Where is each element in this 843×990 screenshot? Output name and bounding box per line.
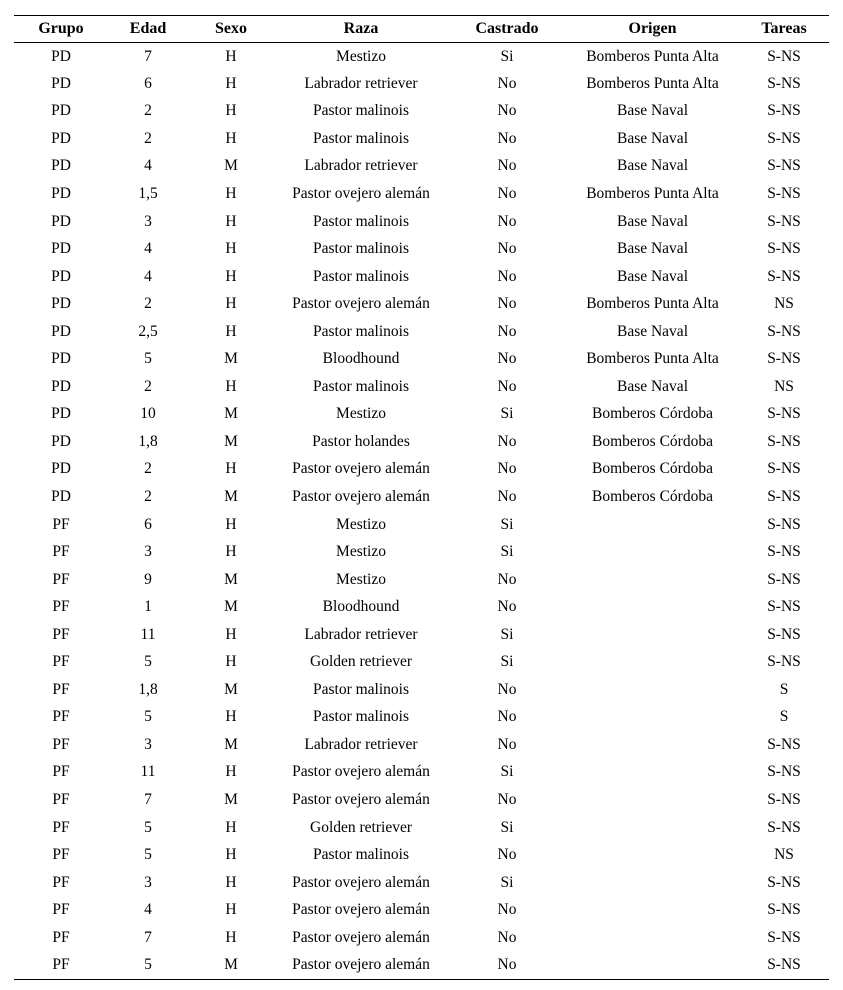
header-row — [14, 16, 829, 43]
cell-raza: Mestizo — [336, 543, 386, 561]
cell-raza: Labrador retriever — [304, 625, 418, 643]
cell-sexo: H — [225, 460, 237, 478]
cell-tareas: S-NS — [767, 625, 801, 643]
cell-tareas: S-NS — [767, 432, 801, 450]
cell-castrado: Si — [500, 763, 514, 781]
cell-tareas: S-NS — [767, 873, 801, 891]
table-row — [14, 759, 829, 787]
cell-castrado: No — [497, 157, 517, 175]
cell-grupo: PF — [52, 680, 70, 698]
table-row — [14, 318, 829, 346]
cell-sexo: H — [225, 901, 237, 919]
cell-tareas: S-NS — [767, 928, 801, 946]
table-row — [14, 263, 829, 291]
cell-edad: 1,5 — [138, 185, 158, 202]
cell-origen — [566, 759, 739, 787]
cell-raza: Mestizo — [336, 47, 386, 65]
cell-sexo: H — [225, 185, 237, 202]
cell-raza: Labrador retriever — [304, 735, 418, 753]
cell-sexo: M — [224, 791, 238, 809]
cell-origen: Bomberos Córdoba — [592, 488, 713, 506]
cell-castrado: Si — [500, 515, 514, 533]
cell-sexo: H — [225, 212, 237, 230]
cell-edad: 7 — [144, 47, 152, 65]
cell-origen — [566, 841, 739, 869]
cell-sexo: M — [224, 350, 238, 368]
cell-sexo: H — [225, 763, 237, 781]
cell-castrado: No — [497, 295, 517, 313]
cell-edad: 6 — [144, 515, 152, 533]
cell-grupo: PF — [52, 598, 70, 616]
cell-grupo: PF — [52, 901, 70, 919]
cell-grupo: PD — [51, 102, 71, 120]
cell-grupo: PD — [51, 240, 71, 258]
cell-castrado: No — [497, 735, 517, 753]
header-sexo: Sexo — [188, 16, 274, 43]
cell-castrado: Si — [500, 873, 514, 891]
cell-tareas: NS — [774, 846, 794, 864]
table-row — [14, 786, 829, 814]
cell-castrado: No — [497, 322, 517, 340]
cell-sexo: H — [225, 543, 237, 561]
header-raza: Raza — [274, 16, 448, 43]
cell-edad: 2,5 — [138, 322, 158, 340]
table-body — [14, 43, 829, 980]
cell-grupo: PD — [51, 129, 71, 147]
table-row — [14, 456, 829, 484]
cell-castrado: No — [497, 377, 517, 395]
cell-origen — [566, 731, 739, 759]
cell-tareas: S-NS — [767, 570, 801, 588]
cell-origen — [566, 786, 739, 814]
cell-raza: Golden retriever — [310, 818, 412, 836]
table-row — [14, 841, 829, 869]
cell-sexo: M — [188, 952, 274, 980]
cell-tareas: S-NS — [767, 818, 801, 836]
cell-raza: Pastor ovejero alemán — [292, 295, 430, 313]
cell-origen — [566, 952, 739, 980]
cell-raza: Pastor ovejero alemán — [292, 873, 430, 891]
table-row — [14, 235, 829, 263]
cell-edad: 9 — [144, 570, 152, 588]
cell-grupo: PD — [51, 267, 71, 285]
table-row — [14, 373, 829, 401]
cell-raza: Pastor ovejero alemán — [292, 460, 430, 478]
table-row — [14, 566, 829, 594]
cell-origen — [566, 896, 739, 924]
cell-sexo: H — [225, 818, 237, 836]
cell-sexo: H — [225, 47, 237, 65]
table-row — [14, 43, 829, 71]
cell-tareas: S-NS — [767, 901, 801, 919]
table-row — [14, 869, 829, 897]
cell-edad: 2 — [144, 377, 152, 395]
cell-raza: Mestizo — [336, 405, 386, 423]
cell-tareas: S-NS — [767, 322, 801, 340]
cell-grupo: PF — [52, 763, 70, 781]
cell-origen: Bomberos Córdoba — [592, 405, 713, 423]
cell-raza: Pastor ovejero alemán — [292, 901, 430, 919]
cell-castrado: No — [497, 350, 517, 368]
cell-origen — [566, 676, 739, 704]
cell-edad: 1 — [144, 598, 152, 616]
table-row — [14, 676, 829, 704]
cell-castrado: No — [448, 952, 566, 980]
cell-tareas: NS — [774, 377, 794, 395]
cell-sexo: M — [224, 735, 238, 753]
cell-grupo: PF — [14, 952, 108, 980]
cell-tareas: S-NS — [767, 735, 801, 753]
cell-origen — [566, 593, 739, 621]
cell-origen: Bomberos Punta Alta — [586, 74, 719, 92]
cell-edad: 2 — [144, 129, 152, 147]
cell-origen: Base Naval — [616, 322, 688, 340]
cell-castrado: No — [497, 791, 517, 809]
table-row — [14, 731, 829, 759]
cell-sexo: H — [225, 102, 237, 120]
cell-edad: 5 — [144, 846, 152, 864]
cell-sexo: H — [225, 377, 237, 395]
table-row — [14, 704, 829, 732]
cell-tareas: S-NS — [767, 460, 801, 478]
cell-edad: 2 — [144, 460, 152, 478]
cell-castrado: Si — [500, 653, 514, 671]
header-tareas: Tareas — [739, 16, 829, 43]
table-row — [14, 814, 829, 842]
cell-origen: Bomberos Córdoba — [592, 460, 713, 478]
cell-raza: Mestizo — [336, 570, 386, 588]
table-row — [14, 153, 829, 181]
cell-castrado: No — [497, 846, 517, 864]
cell-castrado: Si — [500, 47, 514, 65]
cell-tareas: S-NS — [767, 405, 801, 423]
cell-tareas: S-NS — [767, 653, 801, 671]
cell-edad: 5 — [144, 708, 152, 726]
cell-castrado: No — [497, 267, 517, 285]
table-header — [14, 16, 829, 43]
cell-grupo: PD — [51, 405, 71, 423]
cell-origen: Base Naval — [616, 240, 688, 258]
cell-castrado: No — [497, 708, 517, 726]
cell-castrado: No — [497, 901, 517, 919]
cell-raza: Pastor ovejero alemán — [292, 928, 430, 946]
cell-tareas: S-NS — [739, 952, 829, 980]
cell-origen: Bomberos Punta Alta — [586, 350, 719, 368]
cell-raza: Pastor malinois — [312, 708, 409, 726]
cell-edad: 5 — [144, 350, 152, 368]
cell-tareas: S-NS — [767, 267, 801, 285]
cell-tareas: S-NS — [767, 350, 801, 368]
cell-grupo: PF — [52, 570, 70, 588]
cell-raza: Pastor malinois — [312, 267, 409, 285]
cell-sexo: H — [225, 846, 237, 864]
cell-tareas: S — [779, 680, 789, 698]
cell-raza: Pastor ovejero alemán — [292, 791, 430, 809]
cell-castrado: No — [497, 598, 517, 616]
cell-edad: 7 — [144, 791, 152, 809]
cell-raza: Pastor malinois — [312, 322, 409, 340]
cell-edad: 5 — [144, 818, 152, 836]
header-origen: Origen — [566, 16, 739, 43]
cell-sexo: M — [224, 157, 238, 175]
cell-edad: 7 — [144, 928, 152, 946]
cell-raza: Bloodhound — [322, 350, 400, 368]
cell-grupo: PF — [52, 846, 70, 864]
cell-sexo: M — [224, 680, 238, 698]
cell-tareas: S-NS — [767, 240, 801, 258]
cell-castrado: Si — [500, 405, 514, 423]
cell-raza: Pastor ovejero alemán — [274, 952, 448, 980]
cell-edad: 2 — [144, 488, 152, 506]
cell-tareas: S-NS — [767, 129, 801, 147]
cell-castrado: No — [497, 102, 517, 120]
table-row — [14, 511, 829, 539]
cell-origen: Bomberos Punta Alta — [586, 47, 719, 65]
cell-tareas: NS — [774, 295, 794, 313]
cell-raza: Pastor malinois — [312, 846, 409, 864]
cell-origen — [566, 869, 739, 897]
table-row — [14, 125, 829, 153]
cell-castrado: No — [497, 928, 517, 946]
cell-raza: Pastor malinois — [312, 102, 409, 120]
cell-grupo: PF — [52, 791, 70, 809]
cell-tareas: S-NS — [767, 102, 801, 120]
cell-edad: 10 — [140, 405, 156, 423]
cell-castrado: Si — [500, 818, 514, 836]
cell-castrado: No — [497, 212, 517, 230]
cell-castrado: Si — [500, 625, 514, 643]
cell-edad: 11 — [140, 625, 156, 643]
cell-sexo: M — [224, 488, 238, 506]
table-row — [14, 924, 829, 952]
cell-origen: Base Naval — [616, 129, 688, 147]
cell-sexo: H — [225, 515, 237, 533]
cell-raza: Pastor malinois — [312, 377, 409, 395]
cell-tareas: S-NS — [767, 763, 801, 781]
cell-sexo: H — [225, 129, 237, 147]
cell-sexo: H — [225, 708, 237, 726]
table-row — [14, 649, 829, 677]
cell-raza: Golden retriever — [310, 653, 412, 671]
cell-grupo: PF — [52, 653, 70, 671]
cell-origen — [566, 538, 739, 566]
cell-edad: 11 — [140, 763, 156, 781]
table-row — [14, 593, 829, 621]
cell-edad: 5 — [144, 653, 152, 671]
cell-castrado: No — [497, 460, 517, 478]
table-row — [14, 180, 829, 208]
cell-origen: Base Naval — [616, 157, 688, 175]
cell-tareas: S-NS — [767, 212, 801, 230]
cell-grupo: PD — [51, 460, 71, 478]
table-row — [14, 952, 829, 980]
cell-grupo: PF — [52, 735, 70, 753]
header-castrado: Castrado — [448, 16, 566, 43]
cell-raza: Pastor malinois — [312, 680, 409, 698]
cell-grupo: PD — [51, 47, 71, 65]
cell-edad: 4 — [144, 157, 152, 175]
cell-edad: 4 — [144, 267, 152, 285]
cell-castrado: No — [497, 432, 517, 450]
header-grupo: Grupo — [14, 16, 108, 43]
cell-raza: Pastor ovejero alemán — [292, 763, 430, 781]
cell-origen: Base Naval — [616, 377, 688, 395]
cell-origen: Bomberos Punta Alta — [586, 185, 719, 202]
cell-sexo: H — [225, 267, 237, 285]
cell-origen — [566, 649, 739, 677]
cell-grupo: PD — [51, 212, 71, 230]
cell-raza: Bloodhound — [322, 598, 400, 616]
table-row — [14, 428, 829, 456]
cell-origen: Base Naval — [616, 102, 688, 120]
cell-edad: 1,8 — [138, 680, 158, 698]
cell-origen — [566, 566, 739, 594]
cell-grupo: PF — [52, 928, 70, 946]
cell-castrado: No — [497, 570, 517, 588]
cell-raza: Mestizo — [336, 515, 386, 533]
cell-sexo: H — [225, 295, 237, 313]
cell-tareas: S-NS — [767, 515, 801, 533]
cell-grupo: PD — [51, 350, 71, 368]
cell-sexo: H — [225, 928, 237, 946]
cell-castrado: Si — [500, 543, 514, 561]
cell-edad: 5 — [108, 952, 188, 980]
cell-sexo: H — [225, 653, 237, 671]
cell-sexo: M — [224, 405, 238, 423]
cell-edad: 1,8 — [138, 432, 158, 450]
cell-grupo: PD — [51, 488, 71, 506]
cell-tareas: S-NS — [767, 488, 801, 506]
table-row — [14, 538, 829, 566]
table-row — [14, 346, 829, 374]
cell-grupo: PF — [52, 818, 70, 836]
cell-edad: 3 — [144, 543, 152, 561]
cell-grupo: PF — [52, 543, 70, 561]
cell-grupo: PF — [52, 873, 70, 891]
cell-origen: Base Naval — [616, 267, 688, 285]
cell-raza: Pastor malinois — [312, 129, 409, 147]
cell-raza: Pastor ovejero alemán — [292, 185, 430, 202]
cell-edad: 4 — [144, 901, 152, 919]
cell-origen — [566, 511, 739, 539]
cell-edad: 4 — [144, 240, 152, 258]
table-row — [14, 290, 829, 318]
cell-tareas: S-NS — [767, 185, 801, 202]
table-row — [14, 70, 829, 98]
table-row — [14, 401, 829, 429]
cell-origen: Bomberos Córdoba — [592, 432, 713, 450]
cell-edad: 2 — [144, 295, 152, 313]
cell-tareas: S-NS — [767, 47, 801, 65]
table-row — [14, 621, 829, 649]
cell-tareas: S-NS — [767, 74, 801, 92]
cell-edad: 3 — [144, 735, 152, 753]
cell-tareas: S-NS — [767, 598, 801, 616]
cell-raza: Pastor malinois — [312, 240, 409, 258]
cell-sexo: H — [225, 240, 237, 258]
table-row — [14, 98, 829, 126]
cell-grupo: PD — [51, 322, 71, 340]
cell-tareas: S-NS — [767, 543, 801, 561]
cell-origen — [566, 814, 739, 842]
cell-sexo: M — [224, 570, 238, 588]
cell-origen — [566, 704, 739, 732]
cell-raza: Labrador retriever — [304, 74, 418, 92]
header-edad: Edad — [108, 16, 188, 43]
cell-sexo: H — [225, 873, 237, 891]
cell-raza: Pastor malinois — [312, 212, 409, 230]
cell-sexo: H — [225, 322, 237, 340]
cell-grupo: PD — [51, 157, 71, 175]
cell-sexo: M — [224, 432, 238, 450]
table-row — [14, 483, 829, 511]
cell-edad: 6 — [144, 74, 152, 92]
cell-castrado: No — [497, 240, 517, 258]
cell-castrado: No — [497, 129, 517, 147]
cell-raza: Labrador retriever — [304, 157, 418, 175]
cell-grupo: PD — [51, 432, 71, 450]
cell-castrado: No — [497, 74, 517, 92]
cell-raza: Pastor holandes — [312, 432, 410, 450]
cell-grupo: PF — [52, 625, 70, 643]
cell-grupo: PF — [52, 515, 70, 533]
cell-tareas: S-NS — [767, 157, 801, 175]
cell-grupo: PD — [51, 295, 71, 313]
cell-sexo: H — [225, 625, 237, 643]
cell-sexo: M — [224, 598, 238, 616]
cell-sexo: H — [225, 74, 237, 92]
table-row — [14, 896, 829, 924]
cell-castrado: No — [497, 488, 517, 506]
cell-raza: Pastor ovejero alemán — [292, 488, 430, 506]
cell-grupo: PD — [51, 377, 71, 395]
cell-grupo: PF — [52, 708, 70, 726]
cell-edad: 3 — [144, 873, 152, 891]
cell-tareas: S-NS — [767, 791, 801, 809]
table-row — [14, 208, 829, 236]
cell-grupo: PD — [51, 74, 71, 92]
cell-origen — [566, 621, 739, 649]
cell-origen: Bomberos Punta Alta — [586, 295, 719, 313]
cell-origen: Base Naval — [616, 212, 688, 230]
cell-tareas: S — [779, 708, 789, 726]
dog-data-table — [14, 15, 829, 980]
cell-origen — [566, 924, 739, 952]
cell-castrado: No — [497, 680, 517, 698]
cell-grupo: PD — [51, 185, 71, 202]
cell-castrado: No — [497, 185, 517, 202]
cell-edad: 3 — [144, 212, 152, 230]
cell-edad: 2 — [144, 102, 152, 120]
